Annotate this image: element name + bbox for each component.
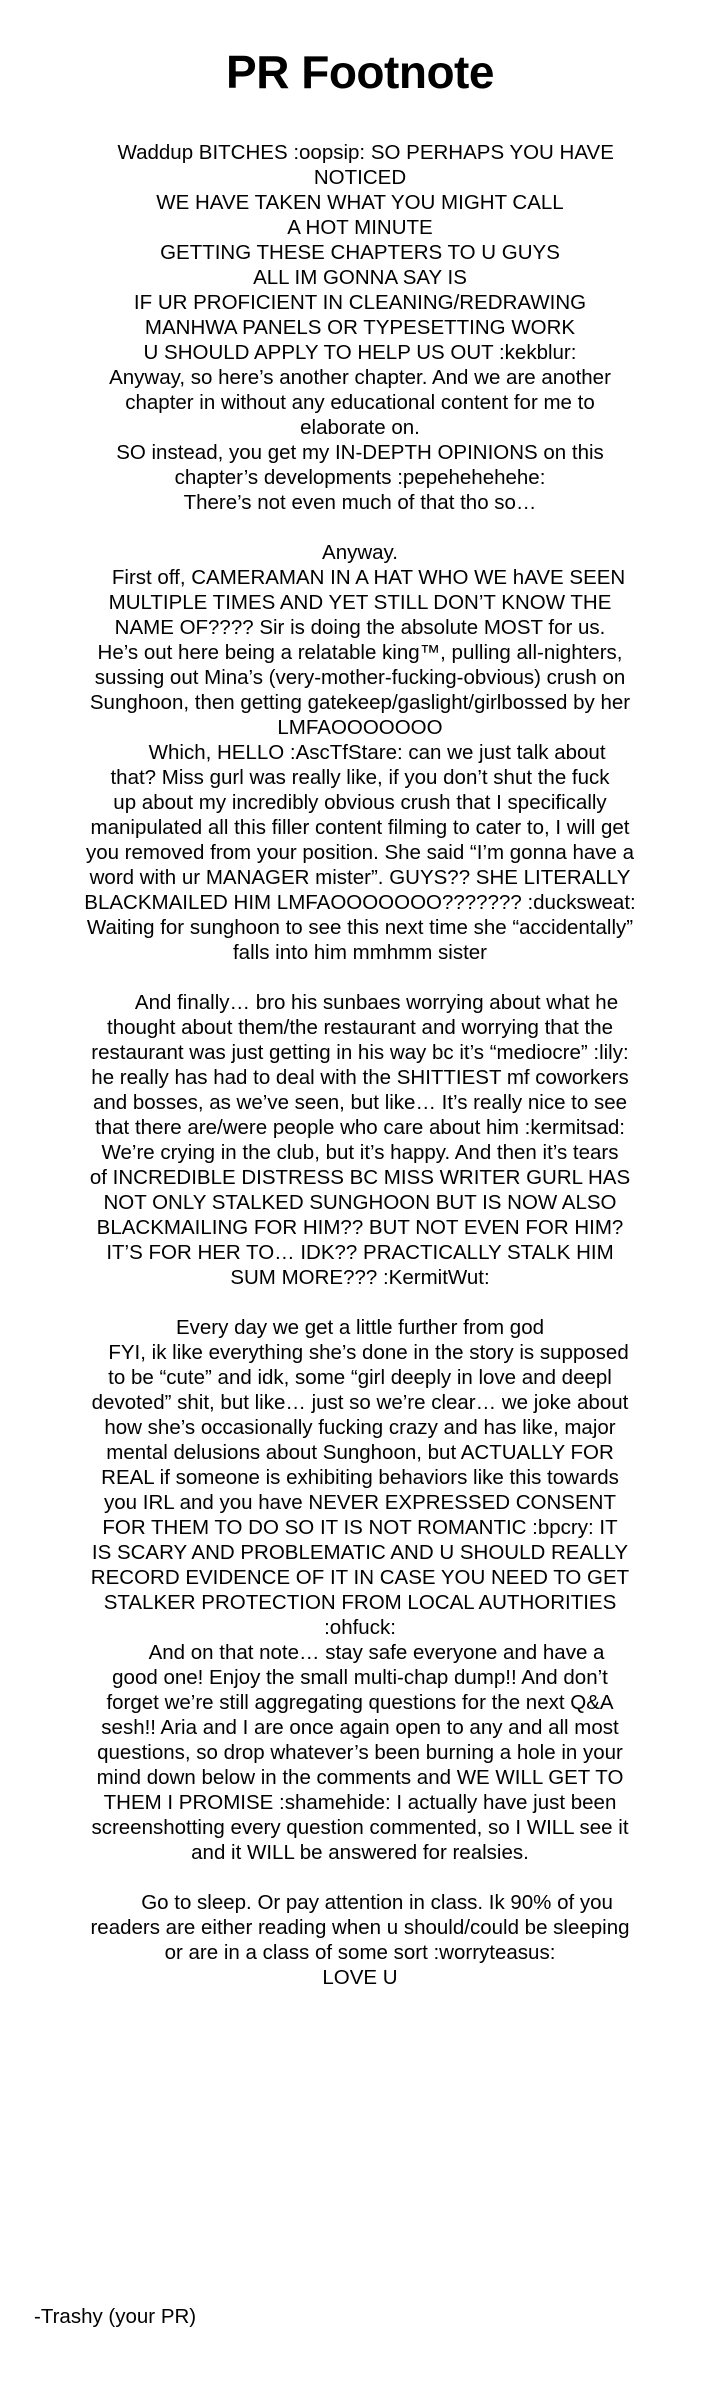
text-line: how she’s occasionally fucking crazy and has like, major: [104, 1416, 616, 1439]
text-line: Waiting for sunghoon to see this next time she “accidentally”: [86, 916, 634, 939]
text-line: STALKER PROTECTION FROM LOCAL AUTHORITIES: [103, 1591, 617, 1614]
text-line: sussing out Mina’s (very-mother-fucking-obvious) crush on: [94, 666, 626, 689]
text-line: screenshotting every question commented, so I WILL see it: [91, 1816, 629, 1839]
text-line: chapter in without any educational content for me to: [125, 391, 595, 414]
text-line: word with ur MANAGER mister”. GUYS?? SHE LITERALLY: [89, 866, 631, 889]
text-line: NAME OF???? Sir is doing the absolute MOST for us.: [114, 616, 606, 639]
text-line: WE HAVE TAKEN WHAT YOU MIGHT CALL: [156, 191, 564, 214]
text-line: mind down below in the comments and WE WILL GET TO: [96, 1766, 624, 1789]
paragraph-spacer: [34, 1865, 686, 1890]
text-line: Which, HELLO :AscTfStare: can we just talk about: [114, 741, 606, 764]
text-line: IT’S FOR HER TO… IDK?? PRACTICALLY STALK HIM: [106, 1241, 614, 1264]
text-line: good one! Enjoy the small multi-chap dump!! And don’t: [112, 1666, 608, 1689]
text-line: BLACKMAILING FOR HIM?? BUT NOT EVEN FOR HIM?: [96, 1216, 624, 1239]
signature: -Trashy (your PR): [34, 2305, 197, 2328]
text-line: We’re crying in the club, but it’s happy. And then it’s tears: [101, 1141, 619, 1164]
text-line: ALL IM GONNA SAY IS: [253, 266, 467, 289]
text-line: Go to sleep. Or pay attention in class. Ik 90% of you: [107, 1891, 613, 1914]
text-line: He’s out here being a relatable king™, pulling all-nighters,: [97, 641, 623, 664]
text-line: FOR THEM TO DO SO IT IS NOT ROMANTIC :bpcry: IT: [102, 1516, 618, 1539]
paragraph-spacer: [34, 965, 686, 990]
text-line: And on that note… stay safe everyone and have a: [115, 1641, 605, 1664]
paragraph-intro: [34, 140, 686, 515]
text-line: or are in a class of some sort :worryteasus:: [164, 1941, 556, 1964]
paragraph-cameraman: [34, 540, 686, 965]
footnote-body: [34, 140, 686, 1990]
text-line: and it WILL be answered for realsies.: [191, 1841, 529, 1864]
paragraph-fyi: [34, 1315, 686, 1865]
text-line: RECORD EVIDENCE OF IT IN CASE YOU NEED TO GET: [90, 1566, 630, 1589]
text-line: THEM I PROMISE :shamehide: I actually have just been: [103, 1791, 617, 1814]
text-line: :ohfuck:: [324, 1616, 396, 1639]
text-line: BLACKMAILED HIM LMFAOOOOOOO??????? :ducksweat:: [84, 891, 636, 914]
text-line: mental delusions about Sunghoon, but ACTUALLY FOR: [106, 1441, 614, 1464]
text-line: chapter’s developments :pepehehehehe:: [174, 466, 546, 489]
text-line: SO instead, you get my IN-DEPTH OPINIONS on this: [116, 441, 604, 464]
text-line: IS SCARY AND PROBLEMATIC AND U SHOULD REALLY: [91, 1541, 629, 1564]
text-line: Anyway, so here’s another chapter. And we are another: [109, 366, 611, 389]
text-line: U SHOULD APPLY TO HELP US OUT :kekblur:: [143, 341, 577, 364]
text-line: MULTIPLE TIMES AND YET STILL DON’T KNOW THE: [108, 591, 612, 614]
text-line: LMFAOOOOOOO: [277, 716, 443, 739]
text-line: readers are either reading when u should/could be sleeping: [90, 1916, 630, 1939]
page-title: PR Footnote: [226, 46, 494, 98]
text-line: falls into him mmhmm sister: [232, 941, 487, 964]
text-line: up about my incredibly obvious crush that I specifically: [113, 791, 607, 814]
text-line: NOT ONLY STALKED SUNGHOON BUT IS NOW ALSO: [103, 1191, 617, 1214]
text-line: sesh!! Aria and I are once again open to any and all most: [101, 1716, 619, 1739]
text-line: Every day we get a little further from god: [175, 1316, 545, 1339]
text-line: REAL if someone is exhibiting behaviors like this towards: [101, 1466, 619, 1489]
text-line: questions, so drop whatever’s been burning a hole in your: [97, 1741, 623, 1764]
paragraph-spacer: [34, 515, 686, 540]
text-line: thought about them/the restaurant and worrying that the: [107, 1016, 613, 1039]
text-line: There’s not even much of that tho so…: [183, 491, 537, 514]
text-line: Sunghoon, then getting gatekeep/gaslight/girlbossed by her: [89, 691, 631, 714]
text-line: elaborate on.: [300, 416, 420, 439]
text-line: A HOT MINUTE: [287, 216, 433, 239]
paragraph-sunbaes: [34, 990, 686, 1290]
text-line: First off, CAMERAMAN IN A HAT WHO WE hAVE SEEN: [94, 566, 626, 589]
text-line: GETTING THESE CHAPTERS TO U GUYS: [160, 241, 560, 264]
text-line: And finally… bro his sunbaes worrying about what he: [101, 991, 619, 1014]
text-line: that there are/were people who care about him :kermitsad:: [95, 1116, 625, 1139]
text-line: manipulated all this filler content filming to cater to, I will get: [90, 816, 630, 839]
text-line: LOVE U: [322, 1966, 398, 1989]
text-line: you removed from your position. She said “I’m gonna have a: [85, 841, 635, 864]
text-line: IF UR PROFICIENT IN CLEANING/REDRAWING: [133, 291, 587, 314]
text-line: he really has had to deal with the SHITTIEST mf coworkers: [91, 1066, 629, 1089]
text-line: MANHWA PANELS OR TYPESETTING WORK: [144, 316, 576, 339]
text-line: restaurant was just getting in his way bc it’s “mediocre” :lily:: [91, 1041, 629, 1064]
text-line: FYI, ik like everything she’s done in the story is supposed: [91, 1341, 629, 1364]
text-line: that? Miss gurl was really like, if you don’t shut the fuck: [110, 766, 610, 789]
text-line: Anyway.: [322, 541, 398, 564]
text-line: and bosses, as we’ve seen, but like… It’s really nice to see: [92, 1091, 628, 1114]
text-line: you IRL and you have NEVER EXPRESSED CONSENT: [104, 1491, 616, 1514]
paragraph-spacer: [34, 1290, 686, 1315]
text-line: Waddup BITCHES :oopsip: SO PERHAPS YOU HAVE: [106, 141, 614, 164]
text-line: SUM MORE??? :KermitWut:: [230, 1266, 490, 1289]
text-line: forget we’re still aggregating questions for the next Q&A: [106, 1691, 614, 1714]
text-line: to be “cute” and idk, some “girl deeply in love and deepl: [108, 1366, 612, 1389]
paragraph-closing: [34, 1890, 686, 1990]
text-line: NOTICED: [313, 166, 407, 189]
text-line: of INCREDIBLE DISTRESS BC MISS WRITER GURL HAS: [89, 1166, 631, 1189]
text-line: devoted” shit, but like… just so we’re clear… we joke about: [91, 1391, 629, 1414]
